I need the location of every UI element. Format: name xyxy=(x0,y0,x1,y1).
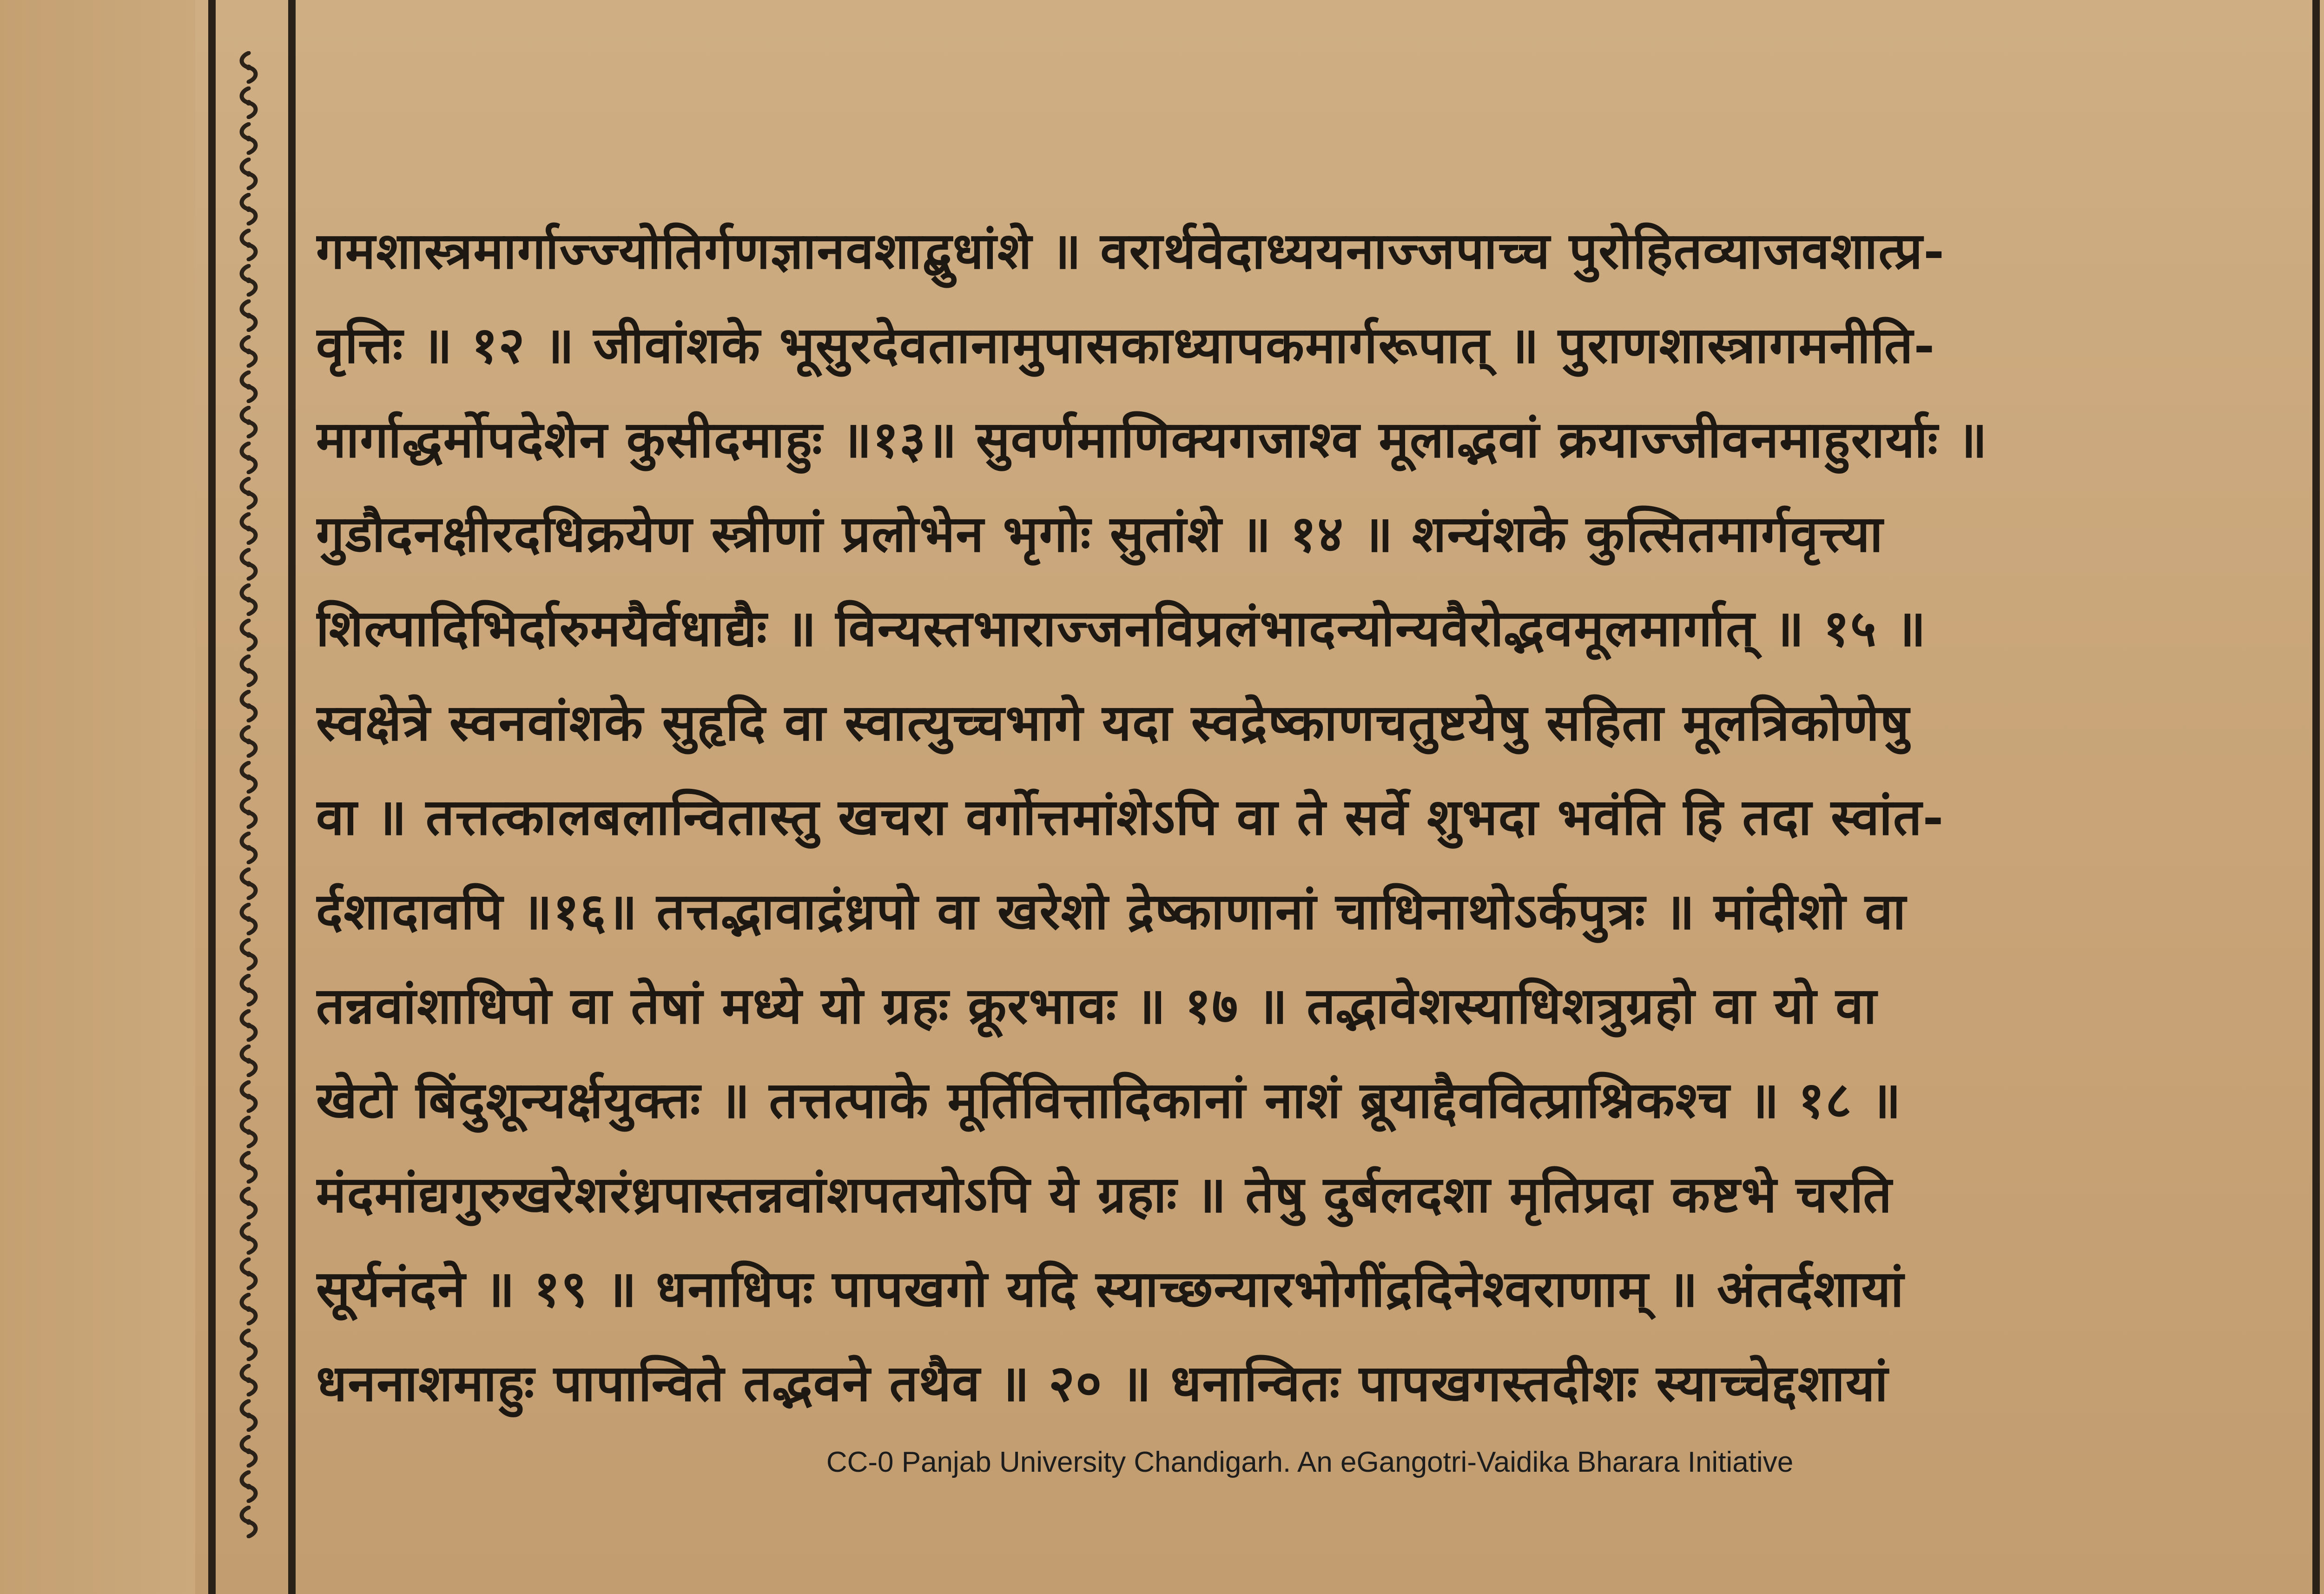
chain-link-icon xyxy=(235,442,263,474)
chain-link-icon xyxy=(235,1399,263,1432)
text-line: धननाशमाहुः पापान्विते तद्भवने तथैव ॥ २० ॥ धनान्वितः पापखगस्तदीशः स्याच्चेद्दशायां xyxy=(316,1354,1889,1413)
text-line: र्दशादावपि ॥१६॥ तत्तद्भावाद्रंध्रपो वा खरेशो द्रेष्काणानां चाधिनाथोऽर्कपुत्रः ॥ मांदीशो वा xyxy=(316,882,1907,941)
text-line: गमशास्त्रमार्गाज्ज्योतिर्गणज्ञानवशाद्बुधांशे ॥ वरार्थवेदाध्ययनाज्जपाच्च पुरोहितव्याजवशात्प्र- xyxy=(316,222,1945,280)
chain-link-icon xyxy=(235,512,263,545)
text-line: तन्नवांशाधिपो वा तेषां मध्ये यो ग्रहः क्रूरभावः ॥ १७ ॥ तद्भावेशस्याधिशत्रुग्रहो वा यो वा xyxy=(316,977,1878,1035)
text-line: शिल्पादिभिर्दारुमयैर्वधाद्यैः ॥ विन्यस्तभाराज्जनविप्रलंभादन्योन्यवैरोद्भवमूलमार्गात् ॥ १५ ॥ xyxy=(316,599,1927,658)
text-line: स्वक्षेत्रे स्वनवांशके सुहृदि वा स्वात्युच्चभागे यदा स्वद्रेष्काणचतुष्टयेषु सहिता मूलत्रिकोणेषु xyxy=(316,694,1910,752)
chain-link-icon xyxy=(235,796,263,829)
chain-link-icon xyxy=(235,548,263,581)
chain-link-icon xyxy=(235,264,263,297)
chain-link-icon xyxy=(235,761,263,794)
chain-link-icon xyxy=(235,51,263,84)
chain-link-icon xyxy=(235,122,263,155)
left-margin xyxy=(0,0,195,1594)
left-border-rule-outer xyxy=(208,0,216,1594)
chain-link-icon xyxy=(235,1116,263,1148)
chain-link-icon xyxy=(235,832,263,864)
text-line: मंदमांद्यगुरुखरेशरंध्रपास्तन्नवांशपतयोऽपि ये ग्रहाः ॥ तेषु दुर्बलदशा मृतिप्रदा कष्टभे चरति xyxy=(316,1165,1893,1224)
chain-link-icon xyxy=(235,619,263,651)
chain-link-icon xyxy=(235,299,263,332)
chain-link-icon xyxy=(235,1364,263,1396)
chain-link-icon xyxy=(235,1151,263,1184)
chain-link-icon xyxy=(235,867,263,900)
chain-link-icon xyxy=(235,655,263,687)
left-border-rule-inner xyxy=(288,0,296,1594)
chain-link-icon xyxy=(235,1009,263,1042)
footer-credit: CC-0 Panjab University Chandigarh. An eGangotri-Vaidika Bharara Initiative xyxy=(826,1446,1794,1478)
chain-link-icon xyxy=(235,974,263,1006)
text-line: मार्गाद्धर्मोपदेशेन कुसीदमाहुः ॥१३॥ सुवर्णमाणिक्यगजाश्व मूलाद्भवां क्रयाज्जीवनमाहुरार्याः ॥ xyxy=(316,410,1988,469)
chain-link-icon xyxy=(235,1080,263,1113)
manuscript-text-block xyxy=(316,205,2315,1432)
chain-link-icon xyxy=(235,938,263,971)
text-line: सूर्यनंदने ॥ १९ ॥ धनाधिपः पापखगो यदि स्याच्छन्यारभोगींद्रदिनेश्वराणाम् ॥ अंतर्दशायां xyxy=(316,1260,1905,1318)
chain-link-icon xyxy=(235,86,263,119)
chain-link-icon xyxy=(235,158,263,190)
chain-link-icon xyxy=(235,1329,263,1361)
chain-link-icon xyxy=(235,406,263,438)
chain-link-icon xyxy=(235,193,263,225)
left-chain-ornament-icon xyxy=(232,51,265,1539)
chain-link-icon xyxy=(235,229,263,261)
text-line: खेटो बिंदुशून्यर्क्षयुक्तः ॥ तत्तत्पाके मूर्तिवित्तादिकानां नाशं ब्रूयाद्दैववित्प्राश्निकश्च ॥ १८ ॥ xyxy=(316,1071,1902,1130)
chain-link-icon xyxy=(235,1045,263,1077)
chain-link-icon xyxy=(235,1257,263,1290)
chain-link-icon xyxy=(235,1506,263,1538)
chain-link-icon xyxy=(235,690,263,722)
chain-link-icon xyxy=(235,1187,263,1219)
chain-link-icon xyxy=(235,903,263,935)
chain-link-icon xyxy=(235,583,263,616)
chain-link-icon xyxy=(235,335,263,368)
text-line: वा ॥ तत्तत्कालबलान्वितास्तु खचरा वर्गोत्तमांशेऽपि वा ते सर्वे शुभदा भवंति हि तदा स्वांत- xyxy=(316,788,1945,847)
chain-link-icon xyxy=(235,1222,263,1255)
text-line: वृत्तिः ॥ १२ ॥ जीवांशके भूसुरदेवतानामुपासकाध्यापकमार्गरूपात् ॥ पुराणशास्त्रागमनीति- xyxy=(316,316,1936,375)
chain-link-icon xyxy=(235,370,263,403)
chain-link-icon xyxy=(235,1293,263,1325)
chain-link-icon xyxy=(235,477,263,509)
chain-link-icon xyxy=(235,725,263,758)
text-line: गुडौदनक्षीरदधिक्रयेण स्त्रीणां प्रलोभेन भृगोः सुतांशे ॥ १४ ॥ शन्यंशके कुत्सितमार्गवृत्त्या xyxy=(316,505,1884,563)
